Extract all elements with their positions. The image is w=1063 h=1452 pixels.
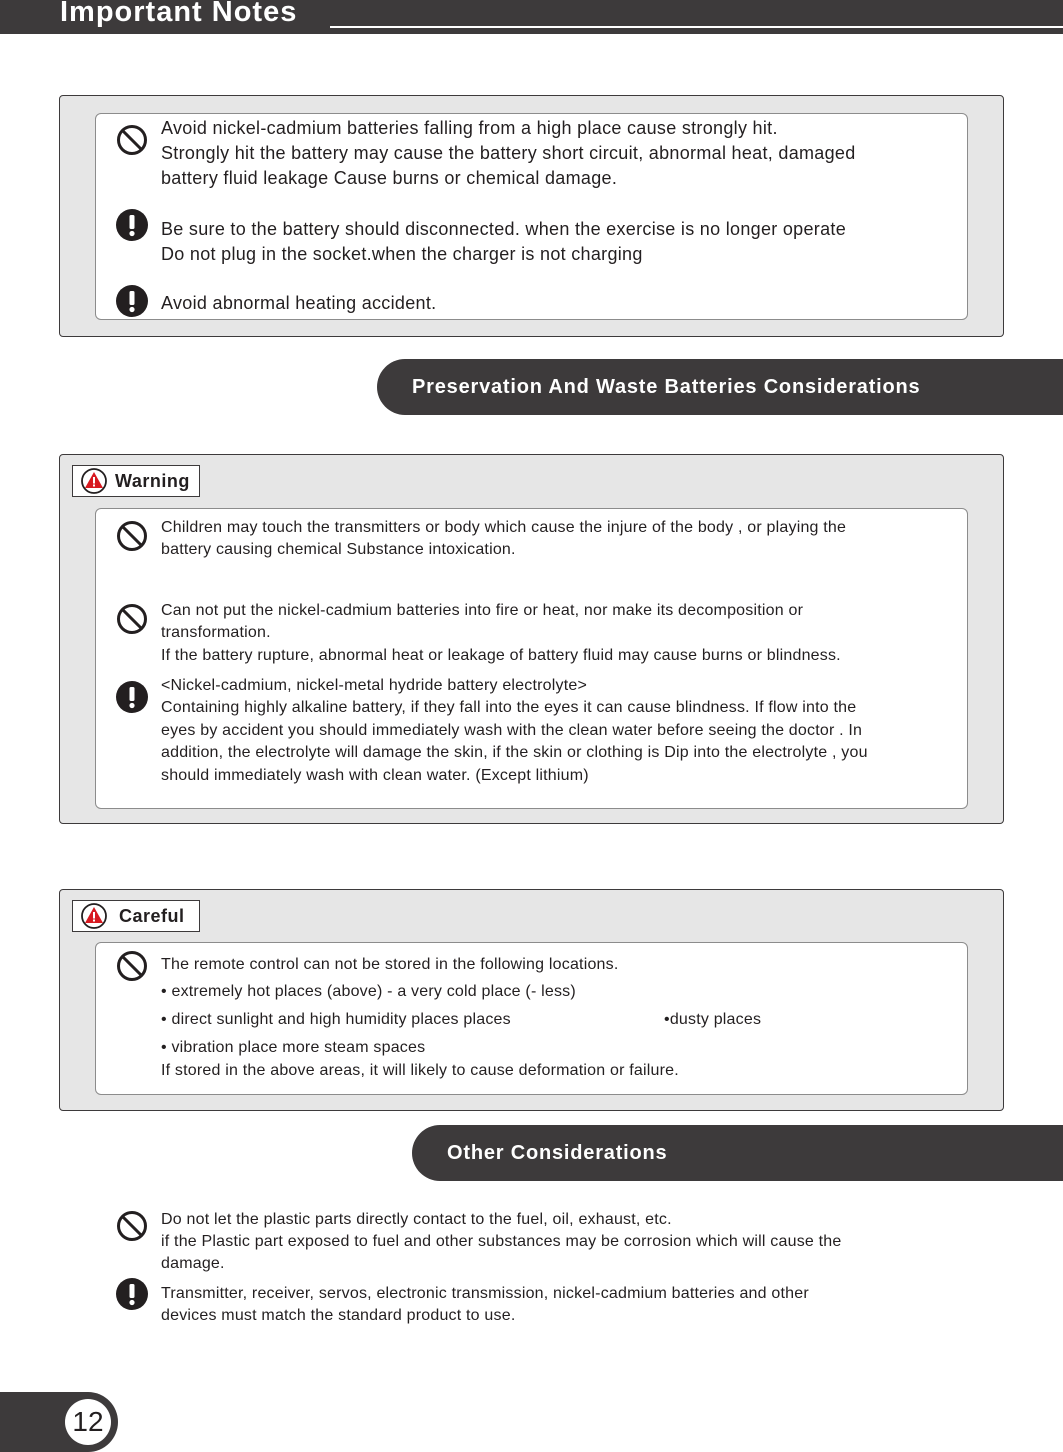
- header-rule: [330, 26, 1063, 28]
- warning-line-10: should immediately wash with clean water. (Except lithium): [161, 767, 589, 784]
- warning-line-2: battery causing chemical Substance intoxication.: [161, 541, 516, 558]
- bullet-icon: •: [161, 1039, 167, 1056]
- header-bar: [0, 0, 1063, 34]
- box1-line-3: battery fluid leakage Cause burns or chemical damage.: [161, 168, 618, 188]
- careful-bullet-4: [161, 1037, 425, 1060]
- careful-bullet-1: [161, 981, 576, 1004]
- box1-line-4: Be sure to the battery should disconnected. when the exercise is no longer operate: [161, 219, 847, 239]
- prohibition-icon: [116, 124, 148, 156]
- box1-line-5: Do not plug in the socket.when the charger is not charging: [161, 244, 643, 264]
- section-banner-other: [412, 1125, 1063, 1181]
- warning-line-4: transformation.: [161, 624, 271, 641]
- page-title: Important Notes: [60, 0, 298, 28]
- section-title: Other Considerations: [447, 1141, 668, 1164]
- exclamation-icon: [116, 1278, 148, 1310]
- warning-triangle-icon: [81, 468, 107, 494]
- bullet-icon: •: [161, 983, 167, 1000]
- other-line-1: Do not let the plastic parts directly contact to the fuel, oil, exhaust, etc.: [161, 1211, 672, 1228]
- prohibition-icon: [116, 603, 148, 635]
- other-line-2: if the Plastic part exposed to fuel and other substances may be corrosion which will cause the: [161, 1233, 842, 1250]
- box1-line-1: Avoid nickel-cadmium batteries falling from a high place cause strongly hit.: [161, 118, 778, 138]
- warning-label-text: Warning: [115, 470, 190, 491]
- prohibition-icon: [116, 520, 148, 552]
- careful-label: [72, 900, 200, 932]
- other-line-3: damage.: [161, 1255, 225, 1272]
- careful-bullet-1-text: extremely hot places (above) - a very cold place (- less): [171, 983, 576, 1000]
- bullet-icon: •: [664, 1011, 670, 1028]
- careful-bullet-3-text: dusty places: [669, 1011, 762, 1028]
- box1-line-6: Avoid abnormal heating accident.: [161, 293, 437, 313]
- careful-bullet-2-text: direct sunlight and high humidity places places: [171, 1011, 511, 1028]
- warning-line-3: Can not put the nickel-cadmium batteries into fire or heat, nor make its decomposition or: [161, 602, 804, 619]
- warning-line-8: eyes by accident you should immediately wash with the clean water before seeing the doctor . In: [161, 722, 863, 739]
- warning-line-1: Children may touch the transmitters or body which cause the injure of the body , or playing the: [161, 519, 847, 536]
- exclamation-icon: [116, 285, 148, 317]
- warning-line-9: addition, the electrolyte will damage the skin, if the skin or clothing is Dip into the electrolyte , you: [161, 744, 868, 761]
- page-number: 12: [65, 1399, 111, 1445]
- prohibition-icon: [116, 1210, 148, 1242]
- warning-line-6: <Nickel-cadmium, nickel-metal hydride battery electrolyte>: [161, 677, 587, 694]
- careful-bullet-4-text: vibration place more steam spaces: [171, 1039, 426, 1056]
- prohibition-icon: [116, 950, 148, 982]
- exclamation-icon: [116, 209, 148, 241]
- careful-bullet-2: [161, 1009, 511, 1032]
- warning-label: [72, 465, 200, 497]
- warning-line-7: Containing highly alkaline battery, if they fall into the eyes it can cause blindness. If flow into the: [161, 699, 857, 716]
- other-line-5: devices must match the standard product to use.: [161, 1307, 516, 1324]
- warning-line-5: If the battery rupture, abnormal heat or leakage of battery fluid may cause burns or blindness.: [161, 647, 841, 664]
- section-banner-preservation: [377, 359, 1063, 415]
- warning-triangle-icon: [81, 903, 107, 929]
- box1-line-2: Strongly hit the battery may cause the battery short circuit, abnormal heat, damaged: [161, 143, 856, 163]
- bullet-icon: •: [161, 1011, 167, 1028]
- careful-label-text: Careful: [119, 905, 185, 926]
- careful-bullet-3: [664, 1009, 761, 1032]
- section-title: Preservation And Waste Batteries Considerations: [412, 375, 921, 398]
- careful-outro: If stored in the above areas, it will likely to cause deformation or failure.: [161, 1062, 679, 1079]
- other-line-4: Transmitter, receiver, servos, electronic transmission, nickel-cadmium batteries and other: [161, 1285, 809, 1302]
- exclamation-icon: [116, 681, 148, 713]
- careful-intro: The remote control can not be stored in the following locations.: [161, 956, 619, 973]
